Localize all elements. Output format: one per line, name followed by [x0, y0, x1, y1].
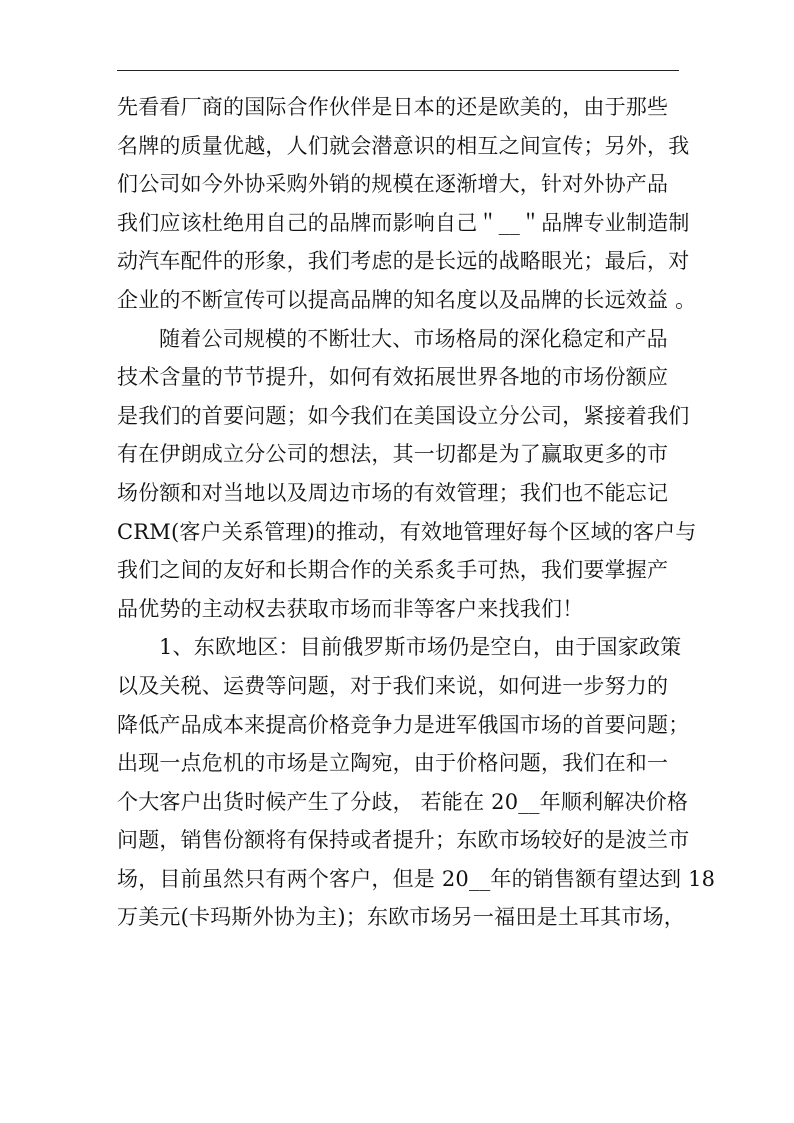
text-line: 随着公司规模的不断壮大、市场格局的深化稳定和产品 — [159, 326, 668, 351]
text-line: 场份额和对当地以及周边市场的有效管理；我们也不能忘记 — [117, 480, 669, 505]
text-line: 先看看厂商的国际合作伙伴是日本的还是欧美的，由于那些 — [117, 95, 669, 119]
header-rule — [117, 70, 679, 71]
text-line: 企业的不断宣传可以提高品牌的知名度以及品牌的长远效益 。 — [117, 287, 697, 312]
text-line: 动汽车配件的形象，我们考虑的是长远的战略眼光；最后，对 — [117, 249, 690, 274]
text-line: 我们之间的友好和长期合作的关系炙手可热，我们要掌握产 — [117, 558, 669, 583]
text-line: 名牌的质量优越，人们就会潜意识的相互之间宣传；另外，我 — [117, 133, 690, 158]
text-line: 以及关税、运费等问题，对于我们来说，如何进一步努力的 — [117, 673, 669, 698]
text-line: 个大客户出货时候产生了分歧， 若能在 20__年顺利解决价格 — [117, 789, 689, 814]
text-line: 问题，销售份额将有保持或者提升；东欧市场较好的是波兰市 — [117, 828, 690, 853]
text-line: 品优势的主动权去获取市场而非等客户来找我们！ — [117, 596, 584, 621]
text-line: 我们应该杜绝用自己的品牌而影响自己＂__＂品牌专业制造制 — [117, 210, 690, 235]
text-line: 是我们的首要问题；如今我们在美国设立分公司，紧接着我们 — [117, 403, 690, 428]
text-line: 降低产品成本来提高价格竞争力是进军俄国市场的首要问题； — [117, 712, 690, 737]
text-line: 有在伊朗成立分公司的想法，其一切都是为了赢取更多的市 — [117, 442, 669, 467]
text-line: 们公司如今外协采购外销的规模在逐渐增大，针对外协产品 — [117, 172, 669, 197]
text-line: CRM(客户关系管理)的推动，有效地管理好每个区域的客户与 — [117, 519, 697, 544]
text-line: 技术含量的节节提升，如何有效拓展世界各地的市场份额应 — [117, 365, 669, 390]
paragraph-3 — [117, 628, 716, 937]
text-line: 出现一点危机的市场是立陶宛，由于价格问题，我们在和一 — [117, 751, 669, 776]
text-line: 1、东欧地区：目前俄罗斯市场仍是空白，由于国家政策 — [159, 635, 682, 660]
body-text — [117, 88, 716, 937]
paragraph-1 — [117, 88, 697, 320]
text-line: 万美元(卡玛斯外协为主)；东欧市场另一福田是土耳其市场， — [117, 905, 685, 930]
text-line: 场，目前虽然只有两个客户，但是 20__年的销售额有望达到 18 — [117, 866, 716, 891]
paragraph-2 — [117, 320, 697, 629]
